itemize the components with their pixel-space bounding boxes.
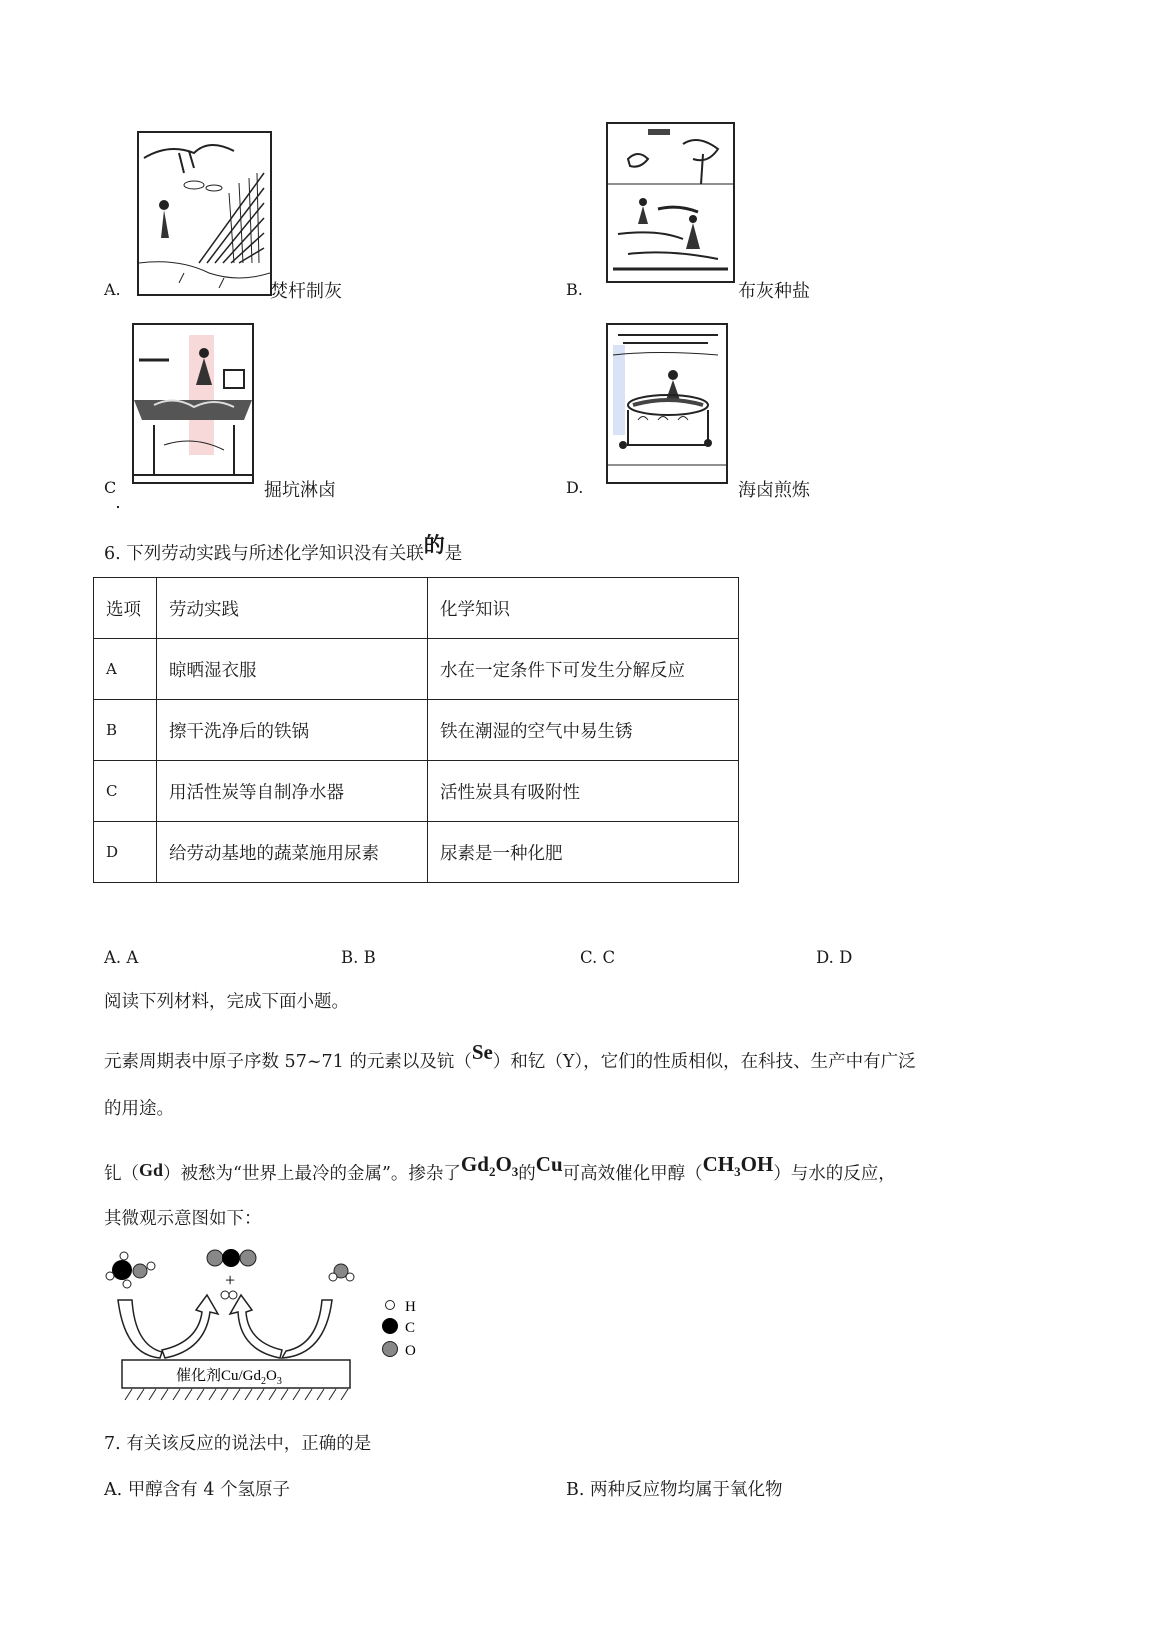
table-cell-knowledge: 铁在潮湿的空气中易生锈 bbox=[428, 700, 739, 761]
text-span: 的 bbox=[518, 1164, 536, 1184]
table-header-row bbox=[94, 578, 739, 639]
hydrogen-atom-legend-icon bbox=[386, 1301, 395, 1310]
catalyst-text: O bbox=[266, 1368, 277, 1384]
formula-part: CH bbox=[702, 1152, 735, 1176]
woodcut-image-c bbox=[132, 323, 254, 484]
question-6-emphasis: 的 bbox=[423, 532, 445, 557]
option-letter-d: D. bbox=[566, 478, 584, 497]
formula-cu: Cu bbox=[535, 1152, 563, 1176]
formula-part: Gd bbox=[460, 1152, 489, 1176]
arrow-left-up bbox=[162, 1295, 218, 1358]
table-row bbox=[94, 700, 739, 761]
boiling-brine-icon bbox=[608, 325, 726, 482]
catalyst-subscript: 3 bbox=[276, 1376, 282, 1387]
question-7-option-b: B. 两种反应物均属于氧化物 bbox=[566, 1480, 783, 1500]
table-cell-option: D bbox=[94, 822, 157, 883]
formula-se: Se bbox=[471, 1040, 493, 1064]
catalyst-subscript: 2 bbox=[261, 1376, 267, 1387]
reading-paragraph-1-line-1 bbox=[104, 1040, 916, 1073]
plus-sign: + bbox=[225, 1270, 236, 1290]
reading-paragraph-1-line-2: 的用途。 bbox=[104, 1099, 174, 1119]
arrow-right-down bbox=[282, 1300, 332, 1358]
digging-pit-icon bbox=[134, 325, 252, 482]
catalyst-label bbox=[176, 1366, 282, 1387]
answer-option-a: A. A bbox=[104, 948, 139, 967]
question-6-text: 6. 下列劳动实践与所述化学知识没有关联 bbox=[104, 544, 424, 564]
table-cell-practice: 晾晒湿衣服 bbox=[157, 639, 428, 700]
text-span: 可高效催化甲醇（ bbox=[562, 1164, 703, 1184]
formula-part: OH bbox=[740, 1152, 774, 1176]
text-span: ）和钇（Y），它们的性质相似，在科技、生产中有广泛 bbox=[492, 1052, 916, 1072]
table-cell-practice: 用活性炭等自制净水器 bbox=[157, 761, 428, 822]
option-letter-b: B. bbox=[566, 280, 583, 299]
table-cell-knowledge: 尿素是一种化肥 bbox=[428, 822, 739, 883]
answer-option-b: B. B bbox=[341, 948, 376, 967]
answer-option-d: D. D bbox=[816, 948, 853, 967]
table-cell-knowledge: 水在一定条件下可发生分解反应 bbox=[428, 639, 739, 700]
reading-paragraph-2-line-1 bbox=[104, 1152, 896, 1188]
question-7-stem: 7. 有关该反应的说法中，正确的是 bbox=[104, 1434, 372, 1454]
reading-paragraph-2-line-2: 其微观示意图如下： bbox=[104, 1209, 262, 1229]
formula-part: O bbox=[495, 1152, 512, 1176]
formula-ch3oh bbox=[702, 1152, 774, 1180]
answer-option-c: C. C bbox=[580, 948, 616, 967]
text-span: ）与水的反应， bbox=[773, 1164, 896, 1184]
water-molecule bbox=[329, 1264, 354, 1281]
legend-label-c: C bbox=[405, 1320, 416, 1336]
woodcut-image-a bbox=[137, 131, 272, 296]
option-caption-c: 掘坑淋卤 bbox=[264, 480, 336, 501]
text-span: 元素周期表中原子序数 57~71 的元素以及钪（ bbox=[104, 1052, 472, 1072]
table-cell-option: C bbox=[94, 761, 157, 822]
surface-hatching bbox=[125, 1389, 348, 1400]
question-6-tail: 是 bbox=[444, 544, 463, 564]
hydrogen-molecule bbox=[221, 1291, 237, 1299]
burning-stalks-icon bbox=[139, 133, 270, 294]
woodcut-image-b bbox=[606, 122, 735, 283]
question-6-table bbox=[93, 577, 739, 883]
reaction-microscopic-diagram bbox=[100, 1240, 430, 1415]
table-header-cell: 化学知识 bbox=[428, 578, 739, 639]
table-row bbox=[94, 761, 739, 822]
table-row bbox=[94, 822, 739, 883]
text-span: ）被愁为“世界上最冷的金属”。掺杂了 bbox=[163, 1164, 461, 1184]
spreading-ash-icon bbox=[608, 124, 733, 281]
arrow-right-up bbox=[230, 1295, 282, 1358]
table-cell-practice: 给劳动基地的蔬菜施用尿素 bbox=[157, 822, 428, 883]
formula-subscript: 3 bbox=[511, 1164, 519, 1180]
formula-gd2o3 bbox=[460, 1152, 519, 1180]
reading-intro: 阅读下列材料，完成下面小题。 bbox=[104, 992, 349, 1012]
stray-mark bbox=[117, 506, 119, 508]
oxygen-atom-legend-icon bbox=[383, 1342, 398, 1357]
option-letter-a: A. bbox=[104, 280, 121, 299]
formula-subscript: 2 bbox=[488, 1164, 496, 1180]
legend-label-h: H bbox=[405, 1299, 416, 1315]
option-caption-d: 海卤煎炼 bbox=[738, 480, 810, 501]
table-header-cell: 选项 bbox=[94, 578, 157, 639]
methanol-molecule bbox=[106, 1252, 155, 1288]
catalyst-text: 催化剂Cu/Gd bbox=[176, 1368, 262, 1384]
arrow-left-down bbox=[118, 1300, 162, 1358]
formula-subscript: 3 bbox=[734, 1164, 741, 1180]
table-cell-option: A bbox=[94, 639, 157, 700]
carbon-dioxide-molecule bbox=[207, 1249, 256, 1267]
woodcut-image-d bbox=[606, 323, 728, 484]
question-7-option-a: A. 甲醇含有 4 个氢原子 bbox=[104, 1480, 291, 1500]
formula-gd: Gd bbox=[139, 1160, 164, 1180]
text-span: 钆（ bbox=[104, 1164, 139, 1184]
table-row bbox=[94, 639, 739, 700]
option-letter-c: C bbox=[104, 478, 117, 497]
carbon-atom-legend-icon bbox=[382, 1318, 398, 1334]
table-cell-option: B bbox=[94, 700, 157, 761]
table-header-cell: 劳动实践 bbox=[157, 578, 428, 639]
table-cell-knowledge: 活性炭具有吸附性 bbox=[428, 761, 739, 822]
question-6-stem bbox=[104, 532, 463, 566]
atom-legend bbox=[382, 1299, 416, 1359]
option-caption-b: 布灰种盐 bbox=[738, 281, 810, 302]
option-caption-a: 焚杆制灰 bbox=[270, 281, 342, 302]
table-cell-practice: 擦干洗净后的铁锅 bbox=[157, 700, 428, 761]
legend-label-o: O bbox=[405, 1343, 416, 1359]
